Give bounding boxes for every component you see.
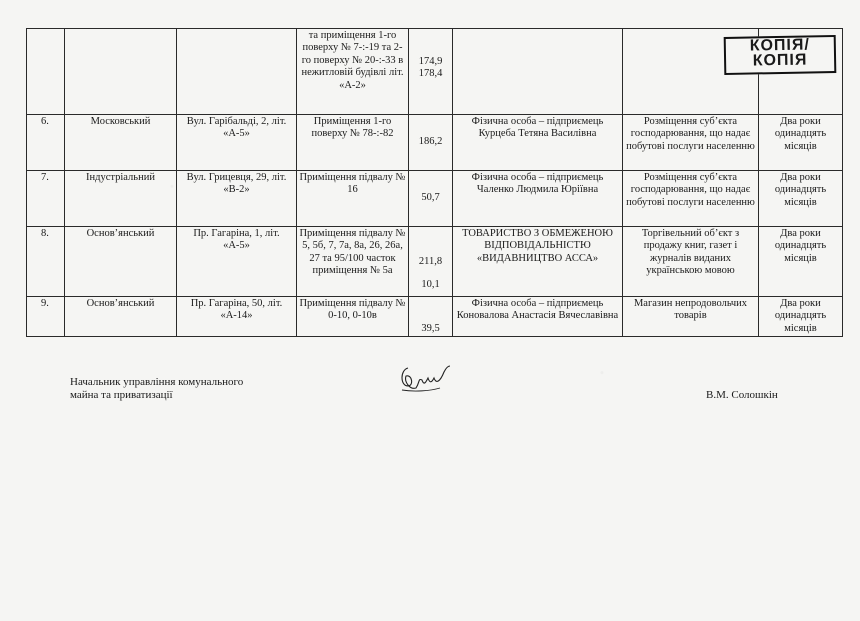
cell-premises: Приміщення 1-го поверху № 78-:-82 (297, 115, 409, 171)
cell-tenant (453, 29, 623, 115)
cell-purpose: Розміщення суб’єкта господарювання, що надає побутові послуги населенню (623, 171, 759, 227)
lease-table (26, 28, 843, 337)
cell-premises: Приміщення підвалу № 0-10, 0-10в (297, 297, 409, 337)
cell-address: Вул. Гарібальді, 2, літ. «А-5» (177, 115, 297, 171)
cell-term: Два роки одинадцять місяців (759, 171, 843, 227)
cell-term: Два роки одинадцять місяців (759, 297, 843, 337)
cell-term: Два роки одинадцять місяців (759, 115, 843, 171)
cell-tenant: Фізична особа – підприємець Курцеба Тетяна Василівна (453, 115, 623, 171)
cell-purpose: Магазин непродовольчих товарів (623, 297, 759, 337)
cell-num: 7. (27, 171, 65, 227)
cell-district: Основ’янський (65, 227, 177, 297)
cell-tenant: ТОВАРИСТВО З ОБМЕЖЕНОЮ ВІДПОВІДАЛЬНІСТЮ «ВИДАВНИЦТВО АССА» (453, 227, 623, 297)
table-row (27, 115, 843, 171)
cell-district (65, 29, 177, 115)
cell-num (27, 29, 65, 115)
cell-area (409, 227, 453, 297)
area-value: 174,9 (418, 56, 443, 67)
table-row (27, 171, 843, 227)
cell-tenant: Фізична особа – підприємець Чаленко Людмила Юріївна (453, 171, 623, 227)
area-value: 178,4 (418, 68, 443, 80)
handwritten-signature (394, 360, 454, 400)
cell-purpose: Розміщення суб’єкта господарювання, що надає побутові послуги населенню (623, 115, 759, 171)
stamp-line: КОПІЯ/ (749, 36, 811, 55)
cell-address: Пр. Гагаріна, 50, літ. «А-14» (177, 297, 297, 337)
cell-address: Вул. Грицевця, 29, літ. «В-2» (177, 171, 297, 227)
cell-area: 50,7 (409, 171, 453, 227)
cell-district: Індустріальний (65, 171, 177, 227)
cell-premises: Приміщення підвалу № 5, 5б, 7, 7а, 8а, 26, 26а, 27 та 95/100 часток приміщення № 5а (297, 227, 409, 297)
cell-num: 9. (27, 297, 65, 337)
cell-num: 6. (27, 115, 65, 171)
cell-premises: та приміщення 1-го поверху № 7-:-19 та 2-го поверху № 20-:-33 в нежитловій будівлі літ. «А-2» (297, 29, 409, 115)
copy-stamp (724, 35, 837, 75)
stamp-line: КОПІЯ (752, 51, 808, 70)
area-value: 10,1 (421, 278, 440, 290)
table-row (27, 297, 843, 337)
area-value: 211,8 (418, 256, 443, 267)
table-row (27, 227, 843, 297)
cell-premises: Приміщення підвалу № 16 (297, 171, 409, 227)
cell-area: 39,5 (409, 297, 453, 337)
cell-area (409, 29, 453, 115)
cell-district: Московський (65, 115, 177, 171)
cell-tenant: Фізична особа – підприємець Коновалова Анастасія Вячеславівна (453, 297, 623, 337)
cell-num: 8. (27, 227, 65, 297)
cell-term: Два роки одинадцять місяців (759, 227, 843, 297)
table-row (27, 29, 843, 115)
cell-purpose: Торгівельний об’єкт з продажу книг, газет і журналів виданих українською мовою (623, 227, 759, 297)
cell-address (177, 29, 297, 115)
signatory-name: В.М. Солошкін (706, 389, 778, 401)
position-line: Начальник управління комунального (70, 376, 244, 388)
position-line: майна та приватизації (70, 389, 173, 401)
cell-address: Пр. Гагаріна, 1, літ. «А-5» (177, 227, 297, 297)
cell-district: Основ’янський (65, 297, 177, 337)
signatory-position (70, 376, 243, 402)
cell-area: 186,2 (409, 115, 453, 171)
